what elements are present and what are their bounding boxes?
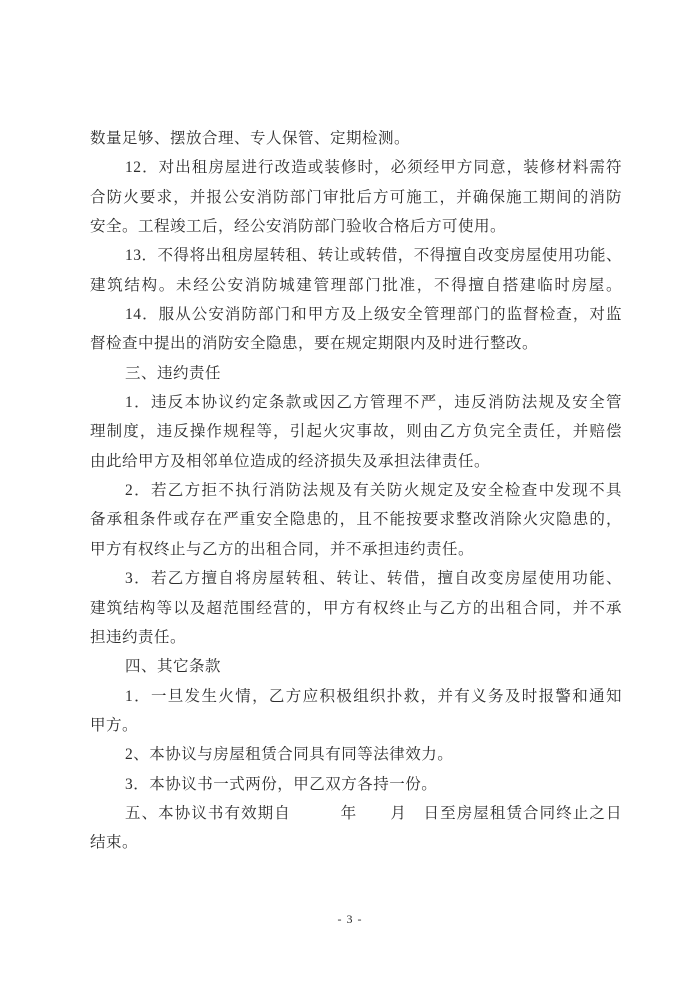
document-line: 2、本协议与房屋租赁合同具有同等法律效力。 [125, 746, 454, 764]
document-line: 1．违反本协议约定条款或因乙方管理不严，违反消防法规及安全管 [125, 394, 622, 412]
document-line: 13．不得将出租房屋转租、转让或转借，不得擅自改变房屋使用功能、 [125, 247, 622, 265]
document-line: 甲方有权终止与乙方的出租合同，并不承担违约责任。 [90, 540, 475, 558]
document-line: 担违约责任。 [90, 628, 187, 646]
document-line: 督检查中提出的消防安全隐患，要在规定期限内及时进行整改。 [90, 335, 539, 353]
document-line: 建筑结构。未经公安消防城建管理部门批准，不得擅自搭建临时房屋。 [90, 276, 622, 294]
document-line: 安全。工程竣工后，经公安消防部门验收合格后方可使用。 [90, 218, 507, 236]
document-line: 3．本协议书一式两份，甲乙双方各持一份。 [125, 775, 438, 793]
document-line: 甲方。 [90, 716, 139, 734]
document-line: 五、本协议书有效期自 年 月 日至房屋租赁合同终止之日 [125, 804, 622, 822]
document-line: 由此给甲方及相邻单位造成的经济损失及承担法律责任。 [90, 452, 491, 470]
document-line: 结束。 [90, 834, 139, 852]
document-line: 理制度，违反操作规程等，引起火灾事故，则由乙方负完全责任，并赔偿 [90, 423, 622, 441]
document-line: 12．对出租房屋进行改造或装修时，必须经甲方同意，装修材料需符 [125, 159, 622, 177]
document-line: 建筑结构等以及超范围经营的，甲方有权终止与乙方的出租合同，并不承 [90, 599, 622, 617]
section-heading-breach-liability: 三、违约责任 [125, 364, 222, 382]
document-line: 2．若乙方拒不执行消防法规及有关防火规定及安全检查中发现不具 [125, 482, 622, 500]
page-number: - 3 - [337, 912, 363, 926]
document-line: 3．若乙方擅自将房屋转租、转让、转借，擅自改变房屋使用功能、 [125, 570, 622, 588]
contract-text-block [90, 124, 622, 858]
document-line: 备承租条件或存在严重安全隐患的，且不能按要求整改消除火灾隐患的， [90, 511, 622, 529]
section-heading-other-clauses: 四、其它条款 [125, 658, 222, 676]
document-line: 1．一旦发生火情，乙方应积极组织扑救，并有义务及时报警和通知 [125, 687, 622, 705]
document-line: 数量足够、摆放合理、专人保管、定期检测。 [90, 130, 411, 147]
document-line: 合防火要求，并报公安消防部门审批后方可施工，并确保施工期间的消防 [90, 188, 622, 206]
document-line: 14．服从公安消防部门和甲方及上级安全管理部门的监督检查，对监 [125, 306, 622, 324]
